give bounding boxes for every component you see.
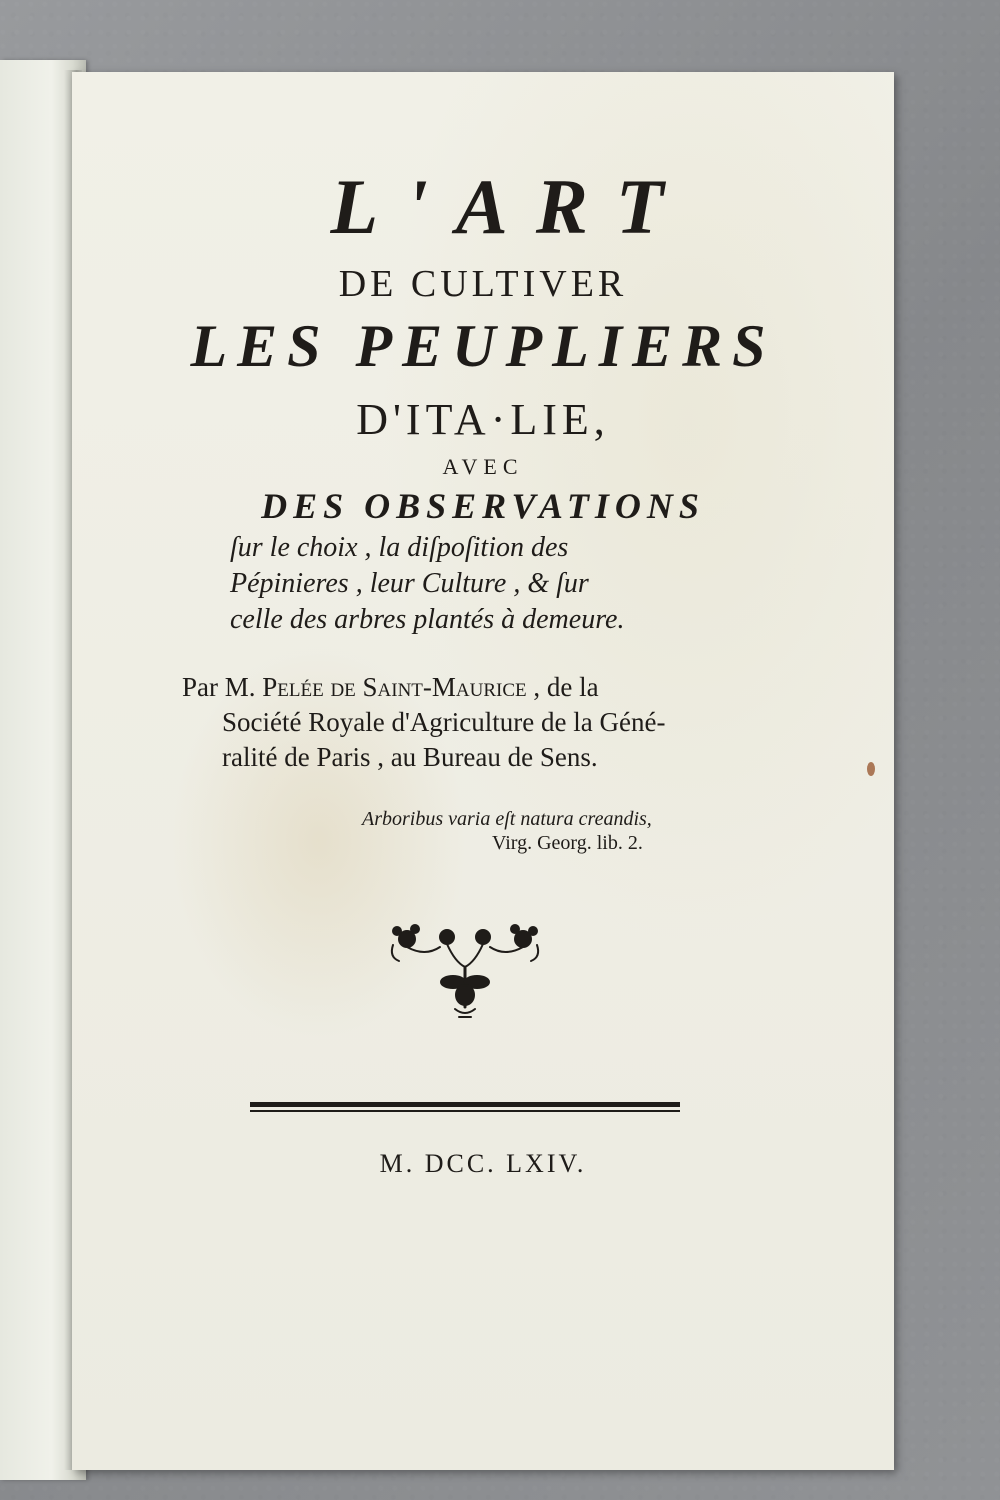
author-statement	[182, 670, 782, 775]
author-line-3: ralité de Paris , au Bureau de Sens.	[222, 742, 598, 772]
subtitle	[230, 530, 750, 638]
subtitle-line: ſur le choix , la diſpoſition des	[230, 532, 569, 563]
floral-vignette-icon	[385, 917, 545, 1027]
rule-thick	[250, 1102, 680, 1107]
author-line-2: Société Royale d'Agriculture de la Géné-	[222, 707, 666, 737]
title-page	[72, 72, 894, 1470]
rule-thin	[250, 1110, 680, 1112]
imprint-date: M. DCC. LXIV.	[379, 1149, 587, 1178]
title-line-art: L'ART	[330, 163, 692, 250]
title-line-italie: D'ITA·LIE,	[356, 395, 610, 444]
author-prefix: Par M.	[182, 672, 263, 702]
title-line-observations: DES OBSERVATIONS	[261, 486, 705, 526]
epigraph-source: Virg. Georg. lib. 2.	[492, 832, 643, 854]
subtitle-line: Pépinieres , leur Culture , & ſur	[230, 568, 589, 599]
foxing-stain	[867, 762, 875, 776]
author-suffix: , de la	[526, 672, 599, 702]
title-line-peupliers: LES PEUPLIERS	[190, 313, 776, 379]
author-name: Pelée de Saint-Maurice	[262, 672, 527, 702]
title-line-de-cultiver: DE CULTIVER	[338, 263, 628, 305]
subtitle-line: celle des arbres plantés à demeure.	[230, 604, 625, 635]
epigraph	[362, 807, 762, 855]
epigraph-quote: Arboribus varia eſt natura creandis,	[362, 808, 652, 830]
title-line-avec: AVEC	[442, 454, 524, 479]
double-rule	[250, 1102, 680, 1114]
